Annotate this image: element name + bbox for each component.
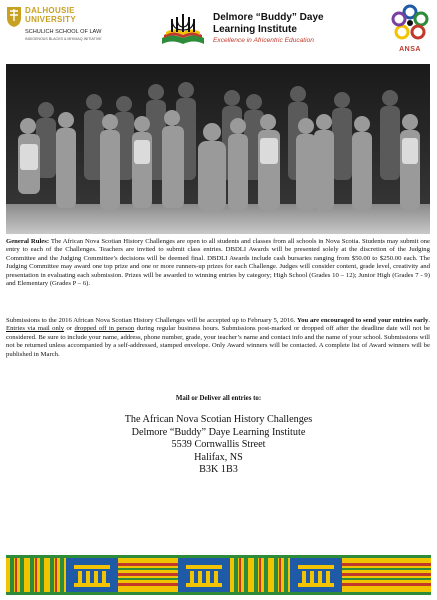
general-rules-text: The African Nova Scotian History Challenges are open to all students and classes from all schools in Nova Scotia. Students may submit one entry to each of the Challenges. Teachers are invited to submit class entries. DBDLI Awards will be presented solely at the discretion of the Judging Committee and the Judging Committee’s decisions will be deemed final. DBDLI Awards include cash bursaries ranging from $50.00 to $250.00 each. The Judging Committee may award one top prize and one or more runners-up prizes for each Challenge. Judges will consider content, grade level, creativity and presentation in evaluating each submission. Prizes will be awarded to winning entries by category; High School (Grades 10 – 12); Junior High (Grades 7 - 9) and Elementary (Grades P – 6).: [6, 238, 430, 288]
ansa-logo: [388, 2, 432, 58]
submissions-mail-only: Entries via mail only: [6, 325, 65, 333]
mail-heading: Mail or Deliver all entries to:: [175, 395, 262, 402]
mailing-address: [0, 414, 437, 477]
submissions-period: .: [428, 317, 431, 324]
school-name: SCHULICH SCHOOL OF LAW: [25, 29, 102, 35]
address-line: The African Nova Scotian History Challenges: [124, 414, 313, 425]
submissions-or: or: [64, 325, 75, 333]
initiative-name: INDIGENOUS BLACKS & MI'KMAQ INITIATIVE: [25, 37, 102, 41]
dbdli-tagline: Excellence in Africentric Education: [213, 37, 314, 44]
general-rules-paragraph: [6, 238, 430, 288]
address-line: Halifax, NS: [194, 451, 243, 463]
dbdli-name-line1: Delmore “Buddy” Daye: [213, 12, 324, 23]
dalhousie-logo: [6, 6, 116, 54]
address-line: 5539 Cornwallis Street: [171, 439, 266, 451]
ansa-emblem-icon: [388, 2, 432, 46]
kente-border: [6, 555, 431, 595]
general-rules-label: General Rules:: [6, 238, 50, 245]
address-line: B3K 1B3: [199, 464, 238, 476]
submissions-paragraph: [6, 317, 430, 359]
submissions-in-person: dropped off in person: [74, 325, 135, 333]
submissions-rest: during regular business hours. Submissions post-marked or dropped off after the deadline date will not be considered. Be sure to include your name, address, phone number, grade, your teacher’s name and contact info and the name of your school. Submissions will not be returned unless accompanied by a self-addressed, stamped envelope. Only Award winners will be contacted. A complete list of Award winners will be published in March.: [6, 325, 431, 358]
group-photo-image: [6, 64, 430, 234]
dalhousie-name: DALHOUSIE UNIVERSITY: [25, 6, 77, 24]
page-header: [0, 0, 437, 60]
dbdli-logo-icon: [158, 8, 208, 48]
ansa-label: ANSA: [399, 46, 421, 53]
dalhousie-crest-icon: [6, 6, 22, 28]
dbdli-name-line2: Learning Institute: [213, 24, 297, 35]
submissions-encourage-early: You are encouraged to send your entries early: [297, 317, 429, 324]
submissions-intro: Submissions to the 2016 African Nova Scotian History Challenges will be accepted up to February 5, 2016.: [6, 317, 298, 324]
address-line: Delmore “Buddy” Daye Learning Institute: [131, 426, 306, 438]
dbdli-name: [213, 12, 383, 45]
group-photo: [6, 64, 430, 234]
